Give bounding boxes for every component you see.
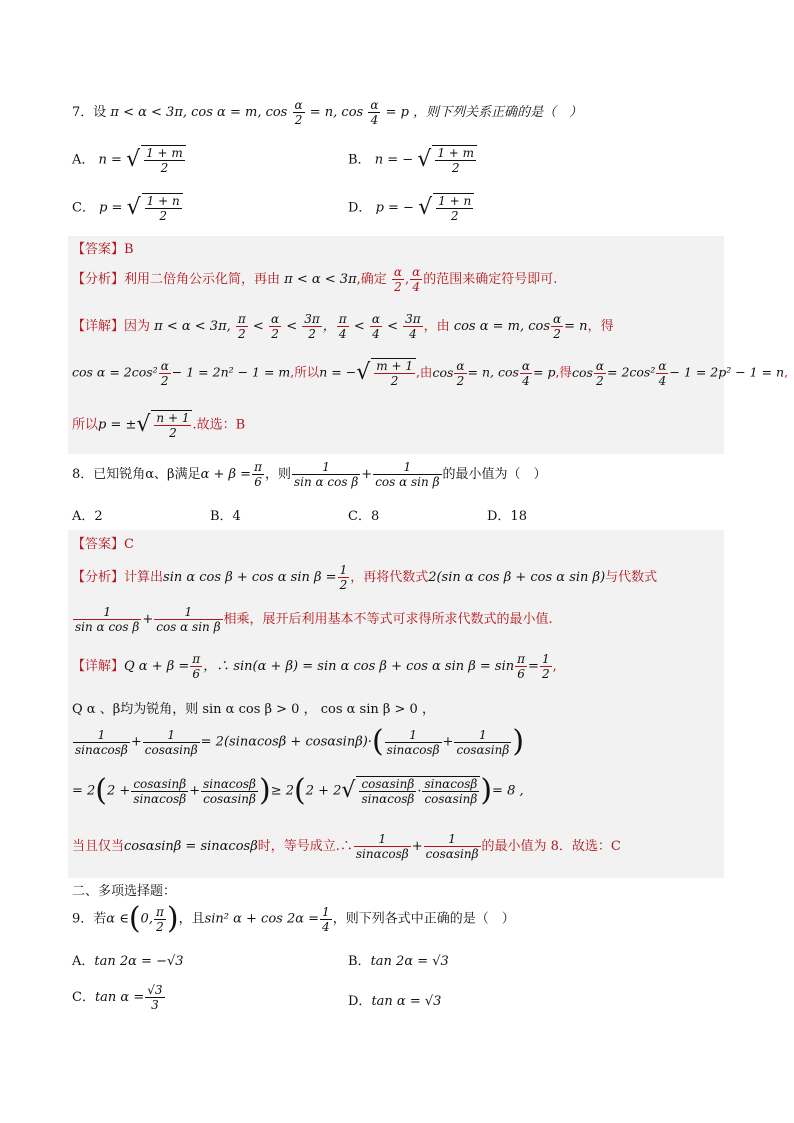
q7-analysis: 【分析】利用二倍角公示化简，再由 π < α < 3π,确定 $\frac{\alpha}{2}$ , $\frac{\alpha}{4}$ 的范围来确定符号即可. xyxy=(72,265,558,294)
q8-stem: 8．已知锐角α、β满足α + β = $\frac{\pi}{6}$ ，则 $\frac{1}{\text{sin α cos β}}$ + $\frac{1}{\text{cos α sin β}}$ 的最小值为（ ） xyxy=(72,460,547,489)
q7-option-b: B． n = − √ $\frac{1 + m}{2}$ xyxy=(348,145,477,175)
q7-stem: 7．设 π < α < 3π, cos α = m, cos $\frac{\alpha}{2}$ = n, cos $\frac{\alpha}{4}$ = p ，则下列关系正确的是（ ） xyxy=(72,98,583,127)
q9-option-c: C．tan α = $\frac{√3}{3}$ xyxy=(72,983,163,1012)
q8-option-b: B．4 xyxy=(210,509,241,524)
q8-detail-line1: 【详解】Q α + β = $\frac{\pi}{6}$ ，∴ sin(α + β) = sin α cos β + cos α sin β = sin $\frac{\pi}{6}$ = $\frac{1}{2}$ , xyxy=(72,652,557,681)
q8-analysis-line1: 【分析】计算出sin α cos β + cos α sin β = $\frac{1}{2}$ ，再将代数式2(sin α cos β + cos α sin β)与代数式 xyxy=(72,563,658,592)
q8-analysis-line2: $\frac{1}{\text{sin α cos β}}$ + $\frac{1}{\text{cos α sin β}}$ 相乘，展开后利用基本不等式可求得所求代数式的最小值. xyxy=(75,605,553,634)
q7-detail-line2: cos α = 2cos² $\frac{\alpha}{2}$ − 1 = 2n² − 1 = m,所以n = −√ $\frac{m + 1}{2}$ ,由cos $\frac{\alpha}{2}$ = n, cos $\frac{\alpha}{4}$ = p,得cos $\frac{\alpha}{2}$ = 2cos² $\frac{\alpha}{4}$ − 1 = 2p² − 1 = n, xyxy=(72,358,789,388)
section-heading-multiple-choice: 二、多项选择题： xyxy=(72,884,177,899)
q8-detail-line3: $\frac{1}{\sin\alpha\cos\beta}$ + $\frac{1}{\cos\alpha\sin\beta}$ = 2(sinαcosβ + cosαsinβ)·( $\frac{1}{\sin\alpha\cos\beta}$ + $\frac{1}{\cos\alpha\sin\beta}$ ) xyxy=(75,724,525,759)
q8-option-d: D．18 xyxy=(487,509,527,524)
q9-option-b: B．tan 2α = √3 xyxy=(348,954,449,969)
q7-option-c: C． p = √ $\frac{1 + n}{2}$ xyxy=(72,193,183,223)
q8-option-a: A．2 xyxy=(72,509,103,524)
q7-number: 7．设 xyxy=(72,105,107,120)
q7-detail-line3: 所以p = ±√ $\frac{n + 1}{2}$ .故选：B xyxy=(72,411,246,440)
q8-detail-line4: = 2(2 + $\frac{\cos\alpha\sin\beta}{\sin\alpha\cos\beta}$ + $\frac{\sin\alpha\cos\beta}{\cos\alpha\sin\beta}$ )≥ 2(2 + 2√ $\frac{\cos\alpha\sin\beta}{\sin\alpha\cos\beta}$ · $\frac{\sin\alpha\cos\beta}{\cos\alpha\sin\beta}$ )= 8 , xyxy=(72,773,524,808)
q8-option-c: C．8 xyxy=(348,509,380,524)
q7-option-a: A． n = √ $\frac{1 + m}{2}$ xyxy=(72,145,186,175)
q8-detail-line5: 当且仅当cosαsinβ = sinαcosβ时，等号成立.∴ $\frac{1}{\sin\alpha\cos\beta}$ + $\frac{1}{\cos\alpha\sin\beta}$ 的最小值为 8．故选：C xyxy=(72,832,621,861)
q9-option-a: A．tan 2α = −√3 xyxy=(72,954,184,969)
q7-detail-line1: 【详解】因为 π < α < 3π, $\frac{\pi}{2}$ < $\frac{\alpha}{2}$ < $\frac{3\pi}{2}$ ， $\frac{\pi}{4}$ < $\frac{\alpha}{4}$ < $\frac{3\pi}{4}$ ，由 cos α = m, cos $\frac{\alpha}{2}$ = n，得 xyxy=(72,312,614,341)
q9-option-d: D．tan α = √3 xyxy=(348,994,442,1009)
q9-stem: 9．若α ∈(0, $\frac{\pi}{2}$ )，且sin² α + cos 2α = $\frac{1}{4}$ ，则下列各式中正确的是（ ） xyxy=(72,901,515,936)
q7-option-d: D． p = − √ $\frac{1 + n}{2}$ xyxy=(348,193,474,223)
q7-answer: 【答案】B xyxy=(72,242,134,257)
q8-detail-line2: Q α 、β均为锐角，则 sin α cos β > 0 ， cos α sin β > 0 ， xyxy=(72,702,435,717)
q8-answer: 【答案】C xyxy=(72,537,134,552)
